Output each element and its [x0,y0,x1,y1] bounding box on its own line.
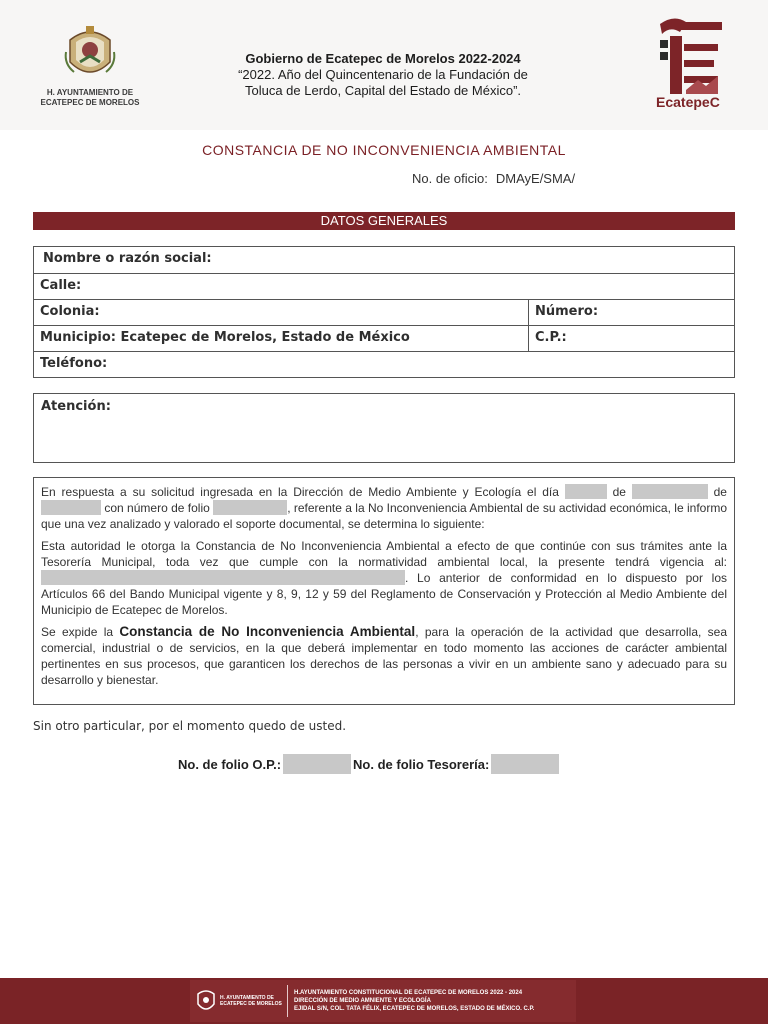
footer-seal-icon [196,988,216,1014]
body-paragraph-2 [41,538,727,618]
government-motto-line2: Toluca de Lerdo, Capital del Estado de México”. [244,83,522,98]
oficio-value: DMAyE/SMA/ [495,171,576,186]
atencion-label: Atención: [41,399,111,414]
p1-text-e: , referente a la No Inconveniencia Ambiental de su actividad económica, le informo que una vez analizado y valorado el soporte documental, se determina lo siguiente: [41,501,727,531]
letterhead [0,0,768,130]
datos-generales-table [33,246,735,378]
telefono-field: Teléfono: [40,356,108,371]
p3-strong: Constancia de No Inconveniencia Ambiental [119,624,416,639]
footer-line-3: EJIDAL S/N, COL. TATA FÉLIX, ECATEPEC DE MORELOS, ESTADO DE MÉXICO. C.P. [294,1006,535,1012]
table-row [34,247,734,273]
datos-generales-header: DATOS GENERALES [33,212,735,230]
table-row [34,299,734,325]
government-heading [200,50,566,99]
redacted-folio-op [283,754,351,774]
table-row [34,351,734,377]
seal-caption-line2: ECATEPEC DE MORELOS [40,98,140,107]
footer-info-block [190,980,576,1022]
p3-text-b: , para la operación de la actividad que desarrolla, sea comercial, industrial o de servicios, en la que deberá implementar en todo momento las acciones de carácter ambiental pertinentes en sus procesos, que garanticen los derechos de las personas a vivir en un ambiente sano y adecuado para su desarrollo y bienestar. [41,625,727,687]
folio-tesoreria-label: No. de folio Tesorería: [353,756,490,772]
closing-line: Sin otro particular, por el momento quedo de usted. [33,719,347,733]
footer-address [288,989,534,1013]
p1-text-d: con número de folio [104,501,210,515]
redacted-year [41,500,101,515]
numero-field: Número: [535,304,599,319]
footer-band [0,978,768,1024]
p2-text-a: Esta autoridad le otorga la Constancia de No Inconveniencia Ambiental a efecto de que continúe con sus trámites ante la Tesorería Municipal, toda vez que cumple con la normatividad ambiental local, la presente tendrá vigencia al: [41,539,727,569]
table-row [34,273,734,299]
municipal-seal-logo [32,22,148,108]
ecatepec-logo [650,14,730,118]
atencion-box [33,393,735,463]
municipio-field: Municipio: Ecatepec de Morelos, Estado de México [34,326,529,351]
p1-text-b: de [612,485,626,499]
footer-logo-caption-1: H. AYUNTAMIENTO DE [220,995,274,1001]
colonia-field: Colonia: [34,300,529,325]
p1-text-a: En respuesta a su solicitud ingresada en la Dirección de Medio Ambiente y Ecología el día [41,485,559,499]
p2-text-b: . Lo anterior de conformidad en lo dispuesto por los Artículos 66 del Bando Municipal vigente y 8, 9, 12 y 59 del Reglamento de Conservación y Protección al Medio Ambiente del Municipio de Ecatepec de Morelos. [41,571,727,617]
oficio-number [412,171,575,186]
document-title: CONSTANCIA DE NO INCONVENIENCIA AMBIENTAL [202,142,566,158]
footer-line-2: DIRECCIÓN DE MEDIO AMNIENTE Y ECOLOGÍA [294,998,431,1004]
body-paragraph-1 [41,484,727,532]
calle-field: Calle: [40,278,82,293]
seal-caption-line1: H. AYUNTAMIENTO DE [46,88,134,97]
redacted-day [565,484,607,499]
folio-numbers [178,754,561,774]
p3-text-a: Se expide la [41,625,114,639]
government-motto-line1: “2022. Año del Quincentenario de la Fundación de [238,67,528,82]
ecatepec-logo-wordmark: EcatepeC [656,94,720,110]
table-row [34,325,734,351]
cp-field: C.P.: [535,330,567,345]
redacted-month [632,484,708,499]
oficio-label: No. de oficio: [412,171,488,186]
footer-line-1: H.AYUNTAMIENTO CONSTITUCIONAL DE ECATEPEC DE MORELOS 2022 - 2024 [294,990,523,996]
government-title: Gobierno de Ecatepec de Morelos 2022-2024 [245,51,521,66]
constancia-body [33,477,735,705]
coat-of-arms-icon [60,22,120,84]
p1-text-c: de [713,485,727,499]
redacted-folio-tesoreria [491,754,559,774]
footer-logo [190,985,288,1017]
footer-logo-caption-2: ECATEPEC DE MORELOS [220,1001,282,1007]
body-paragraph-3 [41,624,727,688]
redacted-folio [213,500,287,515]
folio-op-label: No. de folio O.P.: [178,756,282,772]
redacted-vigencia [41,570,405,585]
nombre-field: Nombre o razón social: [43,251,212,266]
